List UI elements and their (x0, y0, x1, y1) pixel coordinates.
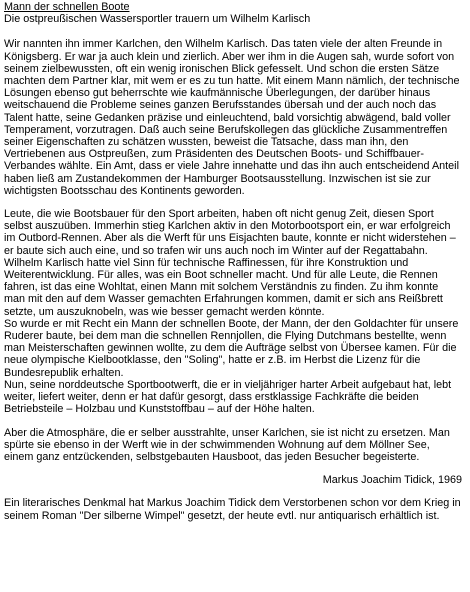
paragraph-gap (4, 463, 462, 474)
paragraph-gap (4, 416, 462, 427)
author-signature: Markus Joachim Tidick, 1969 (322, 474, 462, 487)
article-title: Mann der schnellen Boote (4, 1, 130, 13)
paragraph-werft: Nun, seine norddeutsche Sportbootwerft, die er in vieljähriger harter Arbeit aufgebaut hat, lebt weiter, liefert weiter, denn er hat dafür gesorgt, dass erstklassige Fachkräfte die beiden Betriebsteile – Holzbau und Kunststoffbau – auf der Höhe halten. (4, 378, 452, 416)
article-subtitle: Die ostpreußischen Wassersportler trauern um Wilhelm Karlisch (4, 13, 311, 26)
paragraph-atmosphaere: Aber die Atmosphäre, die er selber ausstrahlte, unser Karlchen, sie ist nicht zu ersetzen. Man spürte sie ebenso in der Werft wie in der schwimmenden Wohnung auf dem Möllner See, einem ganz entzückenden, selbstgebauten Hausboot, das jeden Besucher begeisterte. (4, 426, 450, 463)
paragraph-intro: Wir nannten ihn immer Karlchen, den Wilhelm Karlisch. Das taten viele der alten Freunde in Königsberg. Er war ja auch klein und zierlich. Aber wer ihm in die Augen sah, wurde sofort von seinem zielbewussten, oft ein wenig ironischen Blick gefesselt. Und schon die ersten Sätze machten dem Partner klar, mit wem er es zu tun hatte. Mit einem Mann nämlich, der technische Lösungen ebenso gut beherrschte wie kaufmännische Überlegungen, der darüber hinaus weitschauend die Probleme seines ganzen Berufsstandes übersah und der auch noch das Talent hatte, seine Gedanken präzise und einleuchtend, bald vorsichtig abwägend, bald voller Temperament, vorzutragen. Daß auch seine Berufskollegen das glückliche Zusammentreffen seiner Eigenschaften zu schätzen wussten, beweist die Tatsache, dass man ihn, den Vertriebenen aus Ostpreußen, zum Präsidenten des Deutschen Boots- und Schiffbauer-Verbandes wählte. Ein Amt, dass er viele Jahre innehatte und das ihn auch entscheidend Anteil haben ließ am Zustandekommen der Hamburger Bootsausstellung. Inzwischen ist sie zur wichtigsten Bootsschau des Kontinents geworden. (4, 38, 460, 197)
paragraph-sport: Leute, die wie Bootsbauer für den Sport arbeiten, haben oft nicht genug Zeit, diesen Sport selbst auszuüben. Immerhin stieg Karlchen aktiv in den Motorbootsport ein, er war erfolgreich im Outbord-Rennen. Aber als die Werft für uns Eisjachten baute, konnte er nicht widerstehen – er baute sich auch eine, und so trafen wir uns auch noch im Winter auf der Regattabahn. (4, 208, 456, 257)
paragraph-gap (4, 197, 462, 208)
footnote: Ein literarisches Denkmal hat Markus Joachim Tidick dem Verstorbenen schon vor dem Krieg in seinem Roman "Der silberne Wimpel" gesetzt, der heute evtl. nur antiquarisch erhältlich ist. (4, 497, 461, 522)
paragraph-gap (4, 486, 462, 497)
article (4, 1, 462, 522)
paragraph-technik: Wilhelm Karlisch hatte viel Sinn für technische Raffinessen, für ihre Konstruktion und Weiterentwicklung. Für alles, was ein Boot schneller macht. Und für alle Leute, die Rennen fahren, ist das eine Wohltat, einen Mann mit solchem Verständnis zu finden. Zu ihm konnte man mit den auf dem Wasser gemachten Erfahrungen kommen, damit er sich ans Reißbrett setzte, um auszuknobeln, was wie besser gemacht werden könnte. (4, 256, 443, 318)
paragraph-boote: So wurde er mit Recht ein Mann der schnellen Boote, der Mann, der den Goldachter für unsere Ruderer baute, bei dem man die schnellen Rennjollen, die Flying Dutchmans bestellte, wenn man Meisterschaften gewinnen wollte, zu dem die Aufträge selbst von Übersee kamen. Für die neue olympische Kielbootklasse, den "Soling", hatte er z.B. im Herbst die Lizenz für die Bundesrepublik erhalten. (4, 317, 459, 379)
